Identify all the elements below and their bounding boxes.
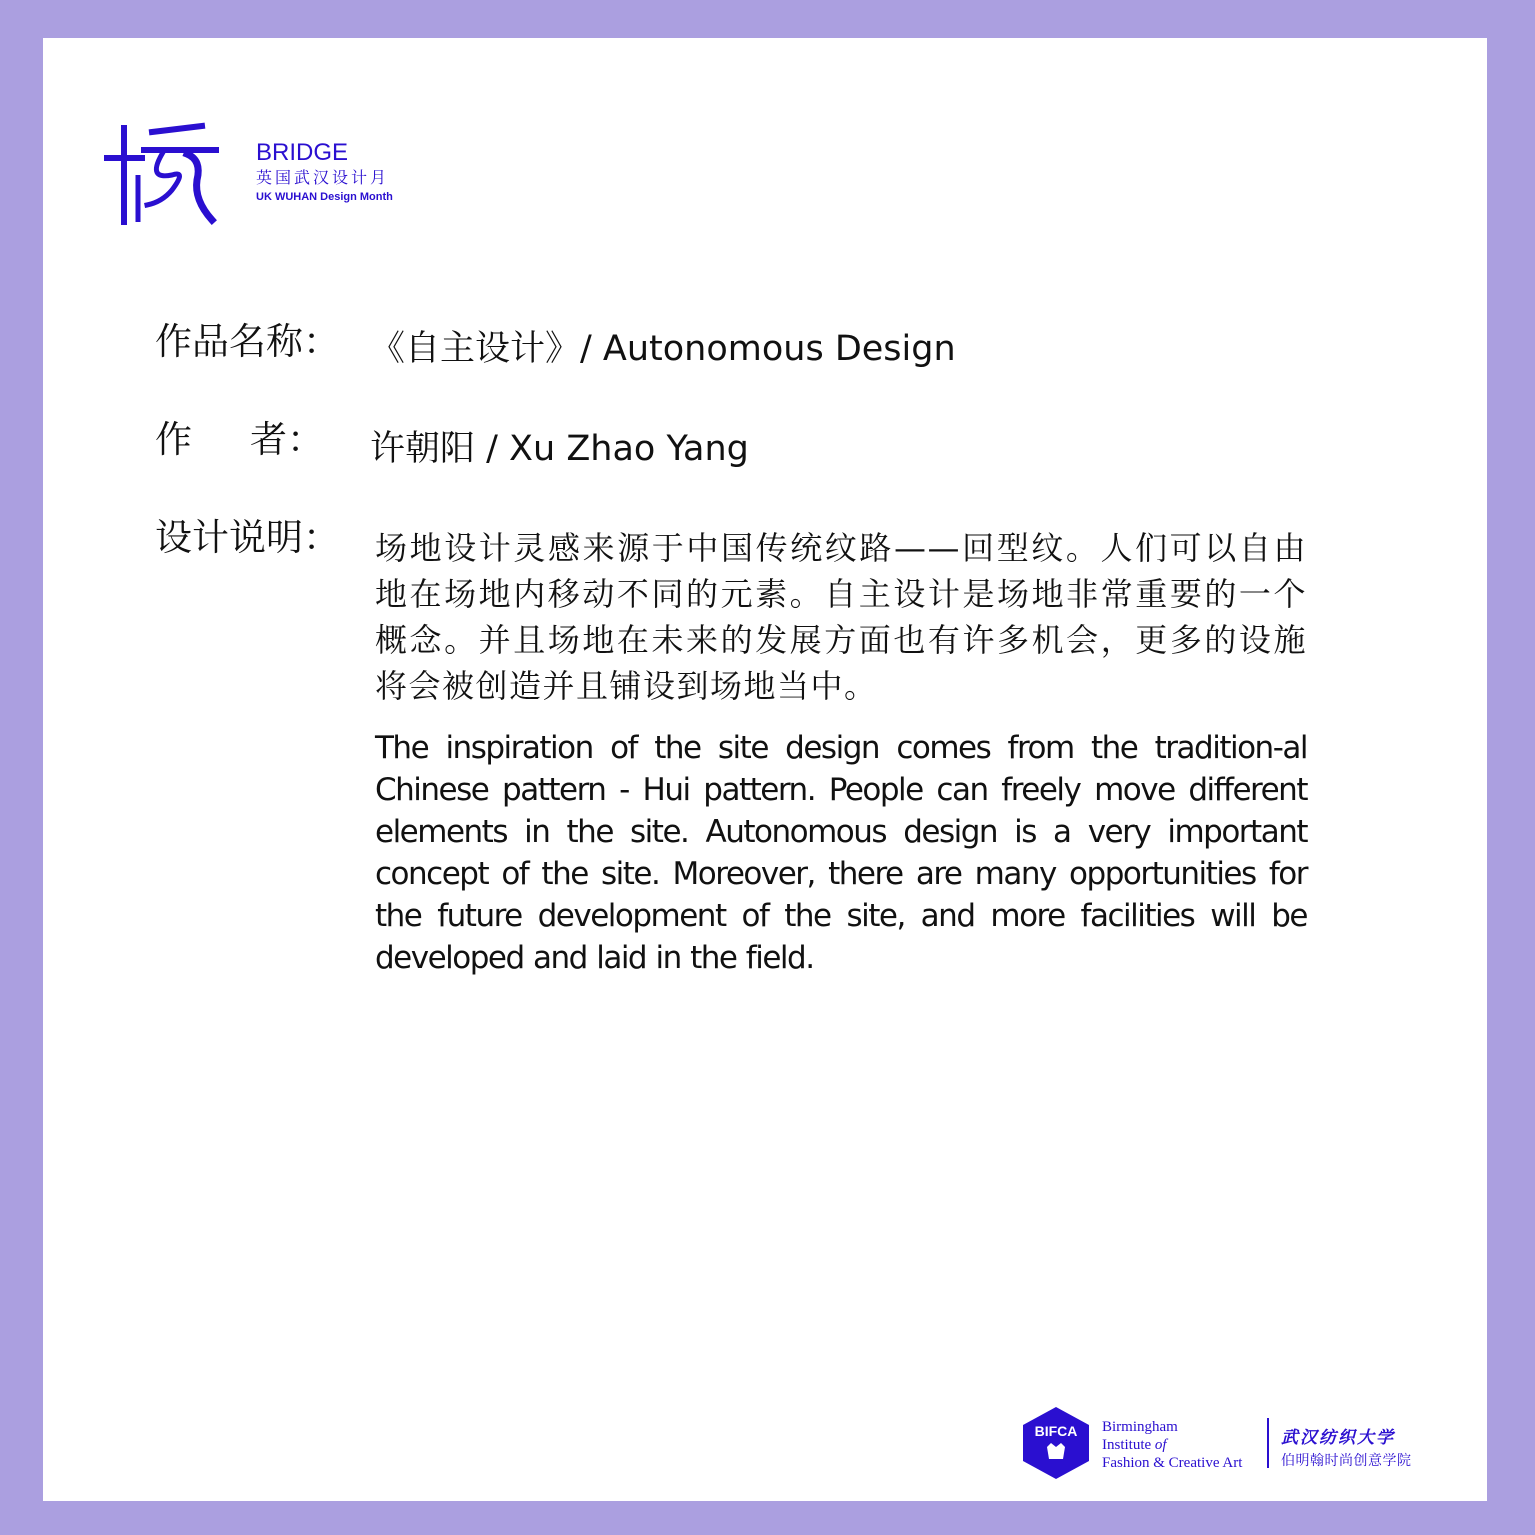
bifca-line-3: Fashion & Creative Art <box>1102 1455 1243 1471</box>
brand-tagline: UK WUHAN Design Month <box>256 191 393 203</box>
brand-block <box>256 140 393 205</box>
author-value: 许朝阳 / Xu Zhao Yang <box>370 429 749 469</box>
bifca-logo-icon <box>1023 1407 1089 1479</box>
bridge-logo-icon <box>102 120 222 230</box>
brand-name-en: BRIDGE <box>256 139 349 166</box>
wtu-school-name: 伯明翰时尚创意学院 <box>1281 1453 1412 1469</box>
bifca-name <box>1102 1418 1242 1472</box>
bifca-abbr: BIFCA <box>1034 1423 1078 1439</box>
description-label: 设计说明： <box>155 516 340 559</box>
bifca-line-2: Institute <box>1102 1437 1155 1453</box>
bifca-line-1: Birmingham <box>1102 1419 1178 1435</box>
wtu-name-cn: 武汉纺织大学 <box>1281 1428 1395 1448</box>
title-value: 《自主设计》/ Autonomous Design <box>370 329 956 369</box>
brand-name-cn: 英国武汉设计月 <box>256 168 390 187</box>
description-cn: 场地设计灵感来源于中国传统纹路——回型纹。人们可以自由地在场地内移动不同的元素。自主设计是场地非常重要的一个概念。并且场地在未来的发展方面也有许多机会，更多的设施将会被创造并且铺设到场地当中。 <box>375 529 1307 705</box>
author-label-part-a: 作 <box>155 418 192 461</box>
bifca-of: of <box>1154 1437 1167 1453</box>
title-label: 作品名称： <box>155 320 340 363</box>
footer-divider <box>1267 1418 1269 1468</box>
author-label <box>155 418 324 462</box>
description-en: The inspiration of the site design comes from the tradition-al Chinese pattern - Hui pattern. People can freely move different elements in the site. Autonomous design is a very important concept of the site. Moreover, there are many opportunities for the future development of the site, and more facilities will be developed and laid in the field. <box>375 730 1307 976</box>
author-label-part-b: 者： <box>250 418 324 461</box>
